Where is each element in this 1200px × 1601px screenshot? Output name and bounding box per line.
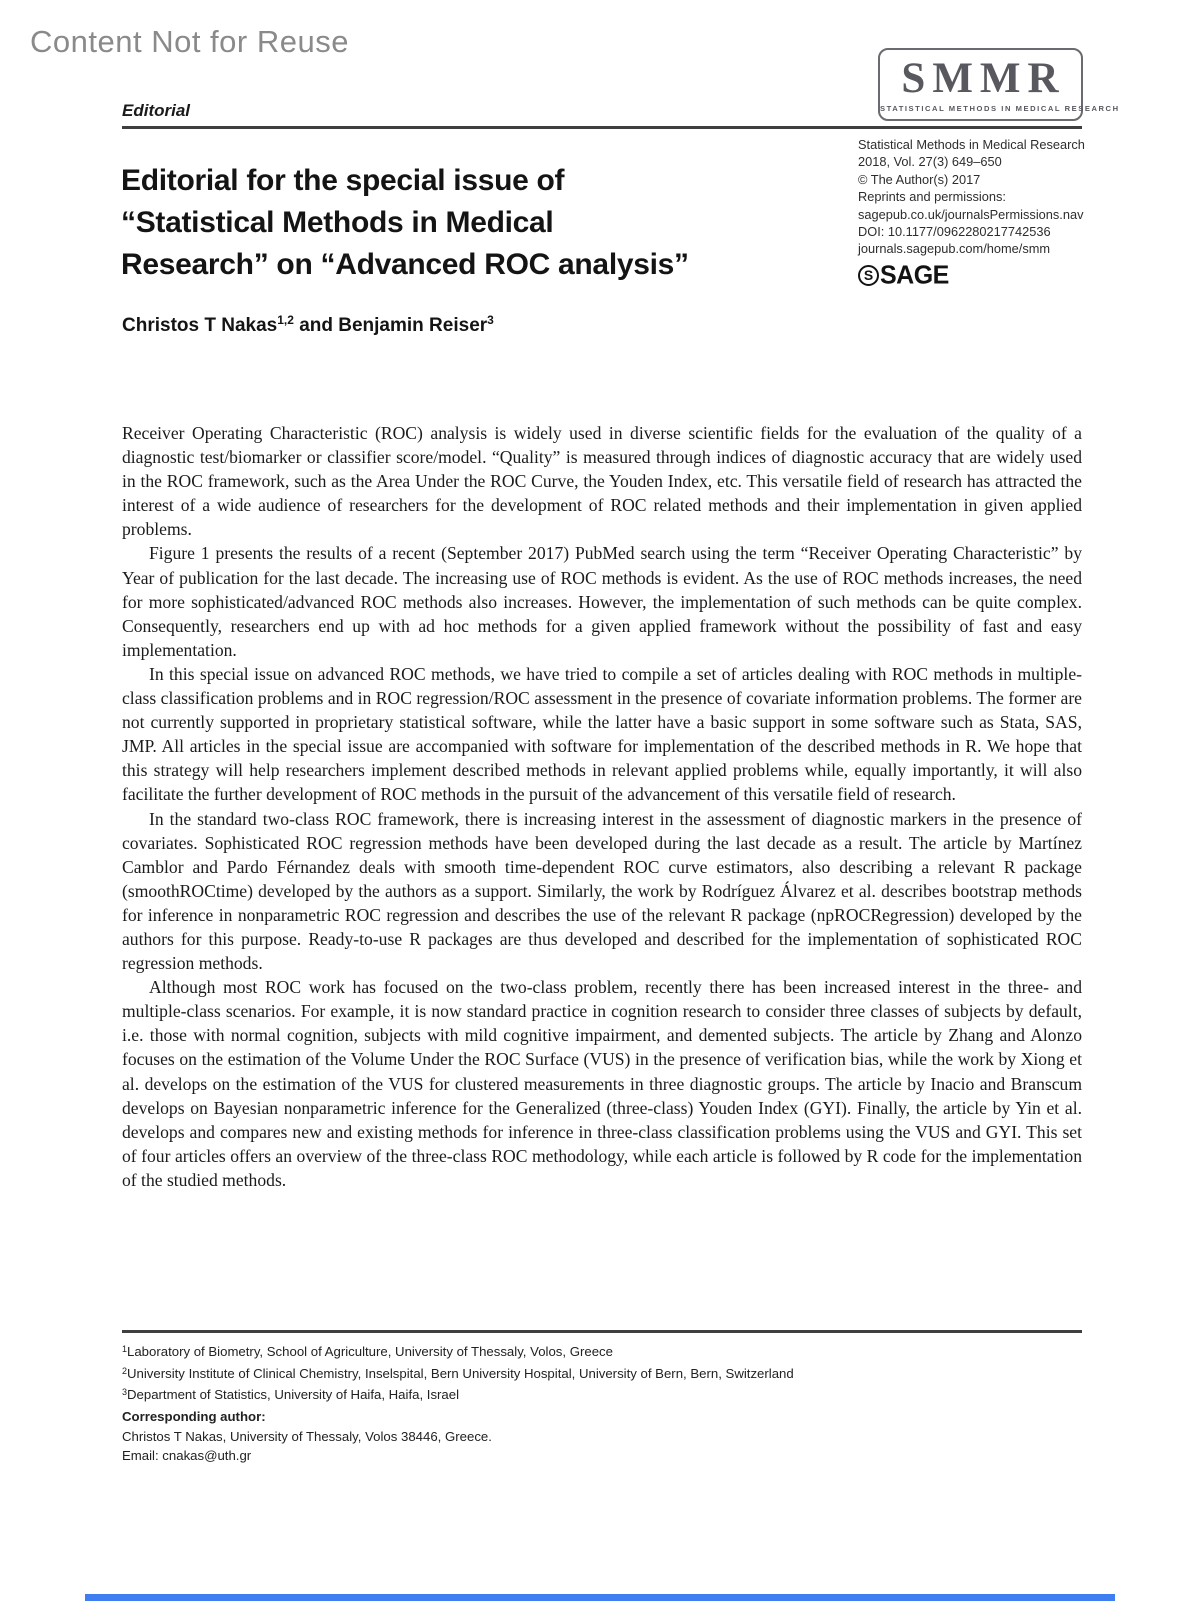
paragraph-3: In this special issue on advanced ROC methods, we have tried to compile a set of articles dealing with ROC methods in multiple-class classification problems and in ROC regression/ROC assessment in the presence of covariate information problems. The former are not currently supported in proprietary statistical software, while the latter have a basic support in some software such as Stata, SAS, JMP. All articles in the special issue are accompanied with software for implementation of the described methods in R. We hope that this strategy will help researchers implement described methods in relevant applied problems while, equally importantly, it will also facilitate the further development of ROC methods in the pursuit of the advancement of this versatile field of research.: [122, 663, 1082, 805]
affiliation-3-text: Department of Statistics, University of Haifa, Haifa, Israel: [127, 1387, 460, 1403]
affiliation-1: [122, 1340, 794, 1362]
sage-logo: [858, 260, 1098, 290]
reprints-label: Reprints and permissions:: [858, 189, 1006, 205]
journal-home-url[interactable]: journals.sagepub.com/home/smm: [858, 241, 1051, 257]
journal-info-block: [858, 136, 1098, 290]
logo-acronym: SMMR: [901, 55, 1066, 102]
title-line-1: Editorial for the special issue of: [121, 164, 565, 197]
affiliation-2: [122, 1362, 794, 1384]
sage-wordmark: SAGE: [880, 260, 949, 290]
affiliation-1-text: Laboratory of Biometry, School of Agriculture, University of Thessaly, Volos, Greece: [127, 1344, 613, 1359]
doi-line: DOI: 10.1177/0962280217742536: [858, 224, 1051, 240]
footnote-rule: [122, 1330, 1082, 1333]
author-2-affiliation-sup: 3: [487, 313, 494, 327]
permissions-url[interactable]: sagepub.co.uk/journalsPermissions.nav: [858, 206, 1084, 222]
journal-logo: [878, 48, 1120, 121]
corresponding-author-heading: Corresponding author:: [122, 1409, 266, 1424]
paragraph-4: In the standard two-class ROC framework, there is increasing interest in the assessment of diagnostic markers in the presence of covariates. Sophisticated ROC regression methods have been developed during the last decade as a result. The article by Martínez Camblor and Pardo Férnandez deals with smooth time-dependent ROC curve estimators, also describing a relevant R package (smoothROCtime) developed by the authors as a support. Similarly, the work by Rodríguez Álvarez et al. describes bootstrap methods for inference in nonparametric ROC regression and describes the use of the relevant R package (npROCRegression) developed by the authors for this purpose. Ready-to-use R packages are thus developed and described for the implementation of sophisticated ROC regression methods.: [122, 808, 1082, 974]
affiliation-3-sup: 3: [122, 1387, 128, 1398]
corresponding-author-address: Christos T Nakas, University of Thessaly, Volos 38446, Greece.: [122, 1428, 492, 1444]
volume-pages: 2018, Vol. 27(3) 649–650: [858, 154, 1002, 170]
author-2-name: and Benjamin Reiser: [293, 315, 488, 336]
author-line: [122, 313, 494, 337]
sage-s-circle-icon: S: [858, 265, 879, 286]
paragraph-5: Although most ROC work has focused on the two-class problem, recently there has been increased interest in the three- and multiple-class scenarios. For example, it is now standard practice in cognition research to consider three classes of subjects by default, i.e. those with normal cognition, subjects with mild cognitive impairment, and demented subjects. The article by Zhang and Alonzo focuses on the estimation of the Volume Under the ROC Surface (VUS) in the presence of verification bias, while the work by Xiong et al. develops on the estimation of the VUS for clustered measurements in three diagnostic groups. The article by Inacio and Branscum develops on Bayesian nonparametric inference for the Generalized (three-class) Youden Index (GYI). Finally, the article by Yin et al. develops and compares new and existing methods for inference in three-class classification problems using the VUS and GYI. This set of four articles offers an overview of the three-class ROC methodology, while each article is followed by R code for the implementation of the studied methods.: [122, 977, 1082, 1190]
affiliation-3: [122, 1383, 794, 1405]
watermark-text: Content Not for Reuse: [30, 24, 349, 59]
copyright-line: © The Author(s) 2017: [858, 171, 981, 187]
bottom-accent-bar: [85, 1594, 1115, 1601]
paragraph-2: Figure 1 presents the results of a recent (September 2017) PubMed search using the term “Receiver Operating Characteristic” by Year of publication for the last decade. The increasing use of ROC methods is evident. As the use of ROC methods increases, the need for more sophisticated/advanced ROC methods also increases. However, the implementation of such methods can be quite complex. Consequently, researchers end up with ad hoc methods for a given applied framework without the possibility of fast and easy implementation.: [122, 543, 1082, 660]
paragraph-1: Receiver Operating Characteristic (ROC) analysis is widely used in diverse scientific fields for the evaluation of the quality of a diagnostic test/biomarker or classifier score/model. “Quality” is measured through indices of diagnostic accuracy that are widely used in the ROC framework, such as the Area Under the ROC Curve, the Youden Index, etc. This versatile field of research has attracted the interest of a wide audience of researchers for the development of ROC related methods and their implementation in given applied problems.: [122, 423, 1082, 540]
author-1-affiliation-sup: 1,2: [277, 313, 294, 327]
header-rule: [122, 126, 1082, 129]
article-body: [122, 421, 1082, 1192]
article-title: [121, 160, 891, 286]
author-1-name: Christos T Nakas: [122, 315, 278, 336]
corresponding-author-email[interactable]: Email: cnakas@uth.gr: [122, 1448, 252, 1464]
logo-subtitle: STATISTICAL METHODS IN MEDICAL RESEARCH: [880, 104, 1120, 113]
title-line-2: “Statistical Methods in Medical: [121, 206, 554, 239]
corresponding-author-block: [122, 1407, 492, 1466]
section-label: Editorial: [122, 101, 191, 120]
title-line-3: Research” on “Advanced ROC analysis”: [121, 248, 689, 281]
affiliations-block: [122, 1340, 794, 1405]
affiliation-2-text: University Institute of Clinical Chemistry, Inselspital, Bern University Hospital, University of Bern, Bern, Switzerland: [127, 1365, 794, 1381]
journal-name: Statistical Methods in Medical Research: [858, 137, 1085, 152]
affiliation-1-sup: 1: [122, 1344, 128, 1354]
affiliation-2-sup: 2: [122, 1365, 128, 1376]
